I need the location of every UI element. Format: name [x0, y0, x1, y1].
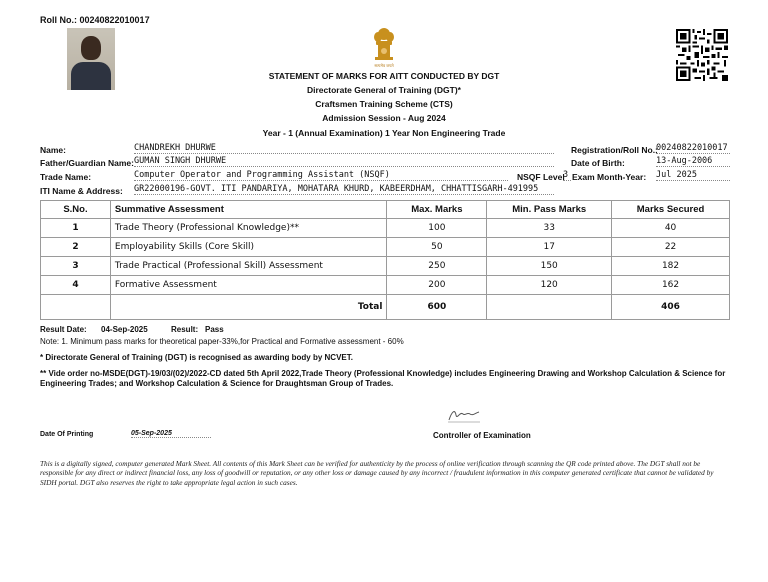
marks-secured: 22	[612, 238, 730, 257]
nsqf-level: 3	[563, 170, 571, 181]
result-status: Pass	[205, 325, 224, 334]
assessment-name: Employability Skills (Core Skill)	[110, 238, 387, 257]
column-header: Max. Marks	[387, 201, 487, 219]
signature-icon	[446, 405, 482, 425]
serial-number: 4	[41, 276, 111, 295]
column-header: Marks Secured	[612, 201, 730, 219]
note-awarding-body: * Directorate General of Training (DGT) is recognised as awarding body by NCVET.	[40, 353, 353, 362]
min-pass-marks: 150	[487, 257, 612, 276]
registration-number: 00240822010017	[656, 143, 730, 154]
min-pass-marks: 17	[487, 238, 612, 257]
date-of-birth: 13-Aug-2006	[656, 156, 730, 167]
serial-number: 3	[41, 257, 111, 276]
disclaimer-text: This is a digitally signed, computer generated Mark Sheet. All contents of this Mark Sheet can be verified for authenticity by the process of online verification through scanning the QR code printed above. The DGT shall not be responsible for any direct or indirect financial loss, any loss of goodwill or reputation, or any other loss or damage caused by any incorrect / fraudulent information in this computer generated certificate that cannot be validated by SIDH portal. DGT also reserves the right to take appropriate legal action in such cases.	[40, 459, 714, 487]
result-label: Result:	[171, 325, 199, 334]
dob-label: Date of Birth:	[571, 158, 625, 168]
table-row	[41, 257, 730, 276]
total-label: Total	[110, 295, 387, 320]
assessment-name: Trade Practical (Professional Skill) Assessment	[110, 257, 387, 276]
assessment-name: Formative Assessment	[110, 276, 387, 295]
marks-secured: 182	[612, 257, 730, 276]
exam-label: Exam Month-Year:	[572, 172, 647, 182]
exam-month-year: Jul 2025	[656, 170, 730, 181]
note-pass-marks: Note: 1. Minimum pass marks for theoretical paper-33%,for Practical and Formative assessment - 60%	[40, 337, 404, 346]
note-order: ** Vide order no-MSDE(DGT)-19/03/(02)/2022-CD dated 5th April 2022,Trade Theory (Professional Knowledge) includes Engineering Drawing and Workshop Calculation & Science for Engineering Trades; and Workshop Calculation & Science for Draughtsman Group of Trades.	[40, 369, 726, 389]
total-max-marks: 600	[387, 295, 487, 320]
emblem-motto: सत्यमेव जयते	[374, 63, 394, 68]
session-line: Admission Session - Aug 2024	[322, 113, 446, 123]
result-date-label: Result Date:	[40, 325, 87, 334]
table-row	[41, 238, 730, 257]
registration-label: Registration/Roll No.:	[571, 145, 658, 155]
table-row	[41, 276, 730, 295]
year-line: Year - 1 (Annual Examination) 1 Year Non Engineering Trade	[262, 128, 506, 138]
father-label: Father/Guardian Name:	[40, 158, 134, 168]
max-marks: 200	[387, 276, 487, 295]
assessment-name: Trade Theory (Professional Knowledge)**	[110, 219, 387, 238]
roll-number-header: Roll No.: 00240822010017	[40, 15, 150, 25]
directorate-line: Directorate General of Training (DGT)*	[307, 85, 461, 95]
min-pass-marks: 120	[487, 276, 612, 295]
total-row	[41, 295, 730, 320]
table-row	[41, 219, 730, 238]
nsqf-label: NSQF Level	[517, 172, 565, 182]
column-header: Min. Pass Marks	[487, 201, 612, 219]
total-marks-secured: 406	[612, 295, 730, 320]
candidate-name: CHANDREKH DHURWE	[134, 143, 554, 154]
trade-label: Trade Name:	[40, 172, 92, 182]
serial-number: 2	[41, 238, 111, 257]
print-date-label: Date Of Printing	[40, 431, 94, 438]
iti-label: ITI Name & Address:	[40, 186, 123, 196]
serial-number: 1	[41, 219, 111, 238]
national-emblem-icon	[372, 26, 396, 64]
name-label: Name:	[40, 145, 66, 155]
iti-name-address: GR22000196-GOVT. ITI PANDARIYA, MOHATARA KHURD, KABEERDHAM, CHHATTISGARH-491995	[134, 184, 554, 195]
marks-secured: 162	[612, 276, 730, 295]
print-date: 05-Sep-2025	[131, 430, 211, 438]
column-header: Summative Assessment	[110, 201, 387, 219]
marks-secured: 40	[612, 219, 730, 238]
scheme-line: Craftsmen Training Scheme (CTS)	[315, 99, 453, 109]
father-name: GUMAN SINGH DHURWE	[134, 156, 554, 167]
max-marks: 100	[387, 219, 487, 238]
max-marks: 50	[387, 238, 487, 257]
min-pass-marks: 33	[487, 219, 612, 238]
trade-name: Computer Operator and Programming Assistant (NSQF)	[134, 170, 508, 181]
max-marks: 250	[387, 257, 487, 276]
column-header: S.No.	[41, 201, 111, 219]
controller-of-examination: Controller of Examination	[433, 431, 531, 440]
statement-title: STATEMENT OF MARKS FOR AITT CONDUCTED BY DGT	[268, 71, 500, 81]
table-header-row	[41, 201, 730, 219]
result-date: 04-Sep-2025	[101, 325, 148, 334]
marks-table	[40, 200, 730, 320]
